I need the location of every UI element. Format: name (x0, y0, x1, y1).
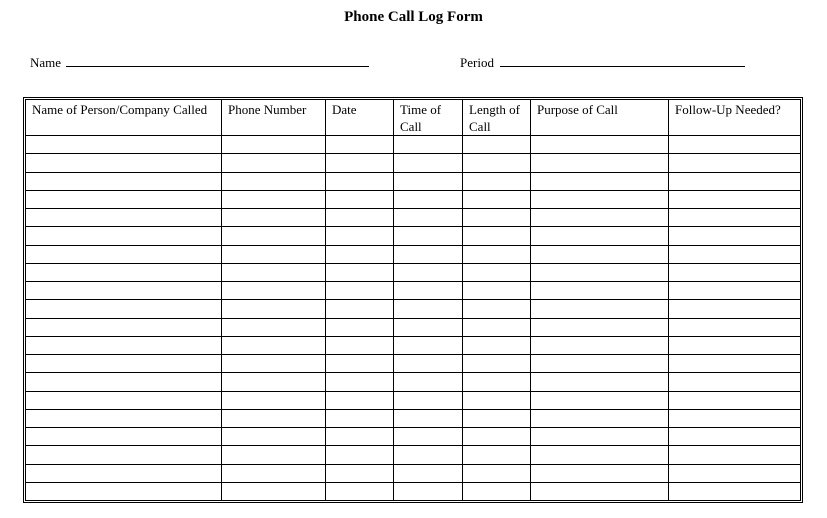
table-cell[interactable] (26, 263, 222, 281)
table-row (26, 227, 801, 245)
table-cell[interactable] (463, 227, 531, 245)
table-cell[interactable] (26, 245, 222, 263)
table-cell[interactable] (531, 136, 669, 154)
period-field-line[interactable] (500, 66, 745, 67)
table-cell[interactable] (531, 464, 669, 482)
table-cell[interactable] (463, 373, 531, 391)
table-cell[interactable] (531, 172, 669, 190)
table-cell[interactable] (463, 409, 531, 427)
table-cell[interactable] (463, 245, 531, 263)
table-cell[interactable] (394, 373, 463, 391)
table-cell[interactable] (531, 318, 669, 336)
table-cell[interactable] (26, 282, 222, 300)
column-header-length-of-call: Length of Call (463, 100, 531, 136)
table-row (26, 482, 801, 500)
table-cell[interactable] (669, 209, 801, 227)
table-cell[interactable] (326, 136, 394, 154)
table-cell[interactable] (222, 373, 326, 391)
table-cell[interactable] (463, 336, 531, 354)
table-cell[interactable] (531, 409, 669, 427)
table-cell[interactable] (394, 209, 463, 227)
table-cell[interactable] (326, 482, 394, 500)
table-cell[interactable] (26, 336, 222, 354)
table-cell[interactable] (222, 172, 326, 190)
table-cell[interactable] (531, 282, 669, 300)
table-cell[interactable] (463, 209, 531, 227)
table-cell[interactable] (222, 355, 326, 373)
header-row (26, 100, 801, 136)
name-label: Name (30, 55, 62, 70)
table-cell[interactable] (222, 282, 326, 300)
table-cell[interactable] (26, 136, 222, 154)
table-cell[interactable] (394, 391, 463, 409)
table-cell[interactable] (463, 136, 531, 154)
table-cell[interactable] (222, 190, 326, 208)
table-cell[interactable] (326, 300, 394, 318)
table-cell[interactable] (669, 373, 801, 391)
table-cell[interactable] (394, 172, 463, 190)
table-cell[interactable] (394, 190, 463, 208)
table-cell[interactable] (326, 373, 394, 391)
table-cell[interactable] (26, 227, 222, 245)
table-cell[interactable] (222, 336, 326, 354)
table-row (26, 373, 801, 391)
table-cell[interactable] (669, 282, 801, 300)
table-cell[interactable] (531, 336, 669, 354)
table-row (26, 446, 801, 464)
table-cell[interactable] (394, 446, 463, 464)
table-cell[interactable] (463, 172, 531, 190)
table-cell[interactable] (394, 464, 463, 482)
table-cell[interactable] (394, 336, 463, 354)
table-cell[interactable] (531, 428, 669, 446)
column-header-follow-up-needed: Follow-Up Needed? (669, 100, 801, 136)
table-cell[interactable] (669, 464, 801, 482)
table-cell[interactable] (26, 172, 222, 190)
table-cell[interactable] (222, 154, 326, 172)
table-row (26, 245, 801, 263)
column-header-date: Date (326, 100, 394, 136)
table-cell[interactable] (222, 446, 326, 464)
table-cell[interactable] (531, 227, 669, 245)
table-row (26, 391, 801, 409)
table-cell[interactable] (669, 355, 801, 373)
table-cell[interactable] (669, 190, 801, 208)
table-cell[interactable] (26, 300, 222, 318)
column-header-time-of-call: Time of Call (394, 100, 463, 136)
table-cell[interactable] (669, 391, 801, 409)
table-cell[interactable] (669, 318, 801, 336)
table-cell[interactable] (326, 446, 394, 464)
table-row (26, 172, 801, 190)
table-cell[interactable] (669, 446, 801, 464)
table-cell[interactable] (26, 190, 222, 208)
table-cell[interactable] (326, 336, 394, 354)
table-cell[interactable] (531, 482, 669, 500)
table-row (26, 336, 801, 354)
table-cell[interactable] (669, 245, 801, 263)
table-row (26, 409, 801, 427)
table-cell[interactable] (669, 172, 801, 190)
table-cell[interactable] (463, 391, 531, 409)
table-cell[interactable] (326, 190, 394, 208)
table-cell[interactable] (531, 245, 669, 263)
table-cell[interactable] (394, 409, 463, 427)
table-cell[interactable] (394, 263, 463, 281)
table-cell[interactable] (326, 318, 394, 336)
table-cell[interactable] (463, 482, 531, 500)
column-header-phone-number: Phone Number (222, 100, 326, 136)
call-log-rows (26, 136, 801, 501)
table-cell[interactable] (669, 409, 801, 427)
table-cell[interactable] (669, 336, 801, 354)
table-row (26, 263, 801, 281)
form-title: Phone Call Log Form (344, 9, 483, 25)
table-cell[interactable] (326, 409, 394, 427)
table-cell[interactable] (463, 282, 531, 300)
table-cell[interactable] (394, 136, 463, 154)
table-cell[interactable] (531, 355, 669, 373)
table-cell[interactable] (222, 391, 326, 409)
table-row (26, 318, 801, 336)
table-cell[interactable] (463, 190, 531, 208)
table-cell[interactable] (669, 428, 801, 446)
table-row (26, 300, 801, 318)
table-cell[interactable] (26, 355, 222, 373)
call-log-table-frame (23, 97, 803, 503)
table-cell[interactable] (222, 136, 326, 154)
table-cell[interactable] (463, 154, 531, 172)
table-cell[interactable] (531, 209, 669, 227)
table-cell[interactable] (26, 482, 222, 500)
table-cell[interactable] (26, 464, 222, 482)
table-cell[interactable] (222, 245, 326, 263)
table-cell[interactable] (326, 355, 394, 373)
table-cell[interactable] (222, 428, 326, 446)
table-cell[interactable] (531, 446, 669, 464)
table-cell[interactable] (26, 409, 222, 427)
table-cell[interactable] (326, 245, 394, 263)
table-cell[interactable] (222, 300, 326, 318)
call-log-table (25, 99, 801, 501)
table-cell[interactable] (669, 482, 801, 500)
table-cell[interactable] (394, 318, 463, 336)
table-row (26, 355, 801, 373)
table-cell[interactable] (669, 263, 801, 281)
table-cell[interactable] (326, 209, 394, 227)
table-cell[interactable] (394, 282, 463, 300)
table-cell[interactable] (326, 464, 394, 482)
table-cell[interactable] (326, 154, 394, 172)
name-field-line[interactable] (66, 66, 369, 67)
table-cell[interactable] (669, 136, 801, 154)
table-cell[interactable] (326, 428, 394, 446)
table-row (26, 190, 801, 208)
table-cell[interactable] (394, 227, 463, 245)
table-cell[interactable] (26, 209, 222, 227)
table-cell[interactable] (463, 464, 531, 482)
table-row (26, 136, 801, 154)
table-cell[interactable] (531, 154, 669, 172)
table-cell[interactable] (394, 154, 463, 172)
table-cell[interactable] (394, 300, 463, 318)
table-cell[interactable] (463, 355, 531, 373)
table-cell[interactable] (222, 409, 326, 427)
table-cell[interactable] (669, 154, 801, 172)
period-label: Period (460, 55, 494, 70)
table-cell[interactable] (394, 482, 463, 500)
table-cell[interactable] (394, 355, 463, 373)
table-cell[interactable] (463, 318, 531, 336)
table-cell[interactable] (26, 446, 222, 464)
table-cell[interactable] (222, 482, 326, 500)
table-cell[interactable] (531, 263, 669, 281)
table-row (26, 428, 801, 446)
table-row (26, 282, 801, 300)
table-cell[interactable] (326, 172, 394, 190)
table-cell[interactable] (222, 263, 326, 281)
table-cell[interactable] (26, 318, 222, 336)
table-cell[interactable] (26, 391, 222, 409)
table-cell[interactable] (531, 300, 669, 318)
table-cell[interactable] (463, 446, 531, 464)
table-cell[interactable] (463, 263, 531, 281)
table-cell[interactable] (222, 318, 326, 336)
table-cell[interactable] (531, 391, 669, 409)
table-cell[interactable] (326, 263, 394, 281)
table-row (26, 154, 801, 172)
table-cell[interactable] (326, 227, 394, 245)
table-cell[interactable] (326, 391, 394, 409)
table-cell[interactable] (463, 428, 531, 446)
table-cell[interactable] (26, 428, 222, 446)
table-cell[interactable] (394, 245, 463, 263)
table-cell[interactable] (463, 300, 531, 318)
table-row (26, 464, 801, 482)
table-cell[interactable] (26, 373, 222, 391)
table-row (26, 209, 801, 227)
table-cell[interactable] (326, 282, 394, 300)
table-cell[interactable] (222, 209, 326, 227)
table-cell[interactable] (669, 300, 801, 318)
table-cell[interactable] (394, 428, 463, 446)
column-header-name: Name of Person/Company Called (26, 100, 222, 136)
table-cell[interactable] (222, 464, 326, 482)
table-cell[interactable] (531, 373, 669, 391)
column-header-purpose-of-call: Purpose of Call (531, 100, 669, 136)
table-cell[interactable] (26, 154, 222, 172)
table-cell[interactable] (531, 190, 669, 208)
table-cell[interactable] (222, 227, 326, 245)
table-cell[interactable] (669, 227, 801, 245)
